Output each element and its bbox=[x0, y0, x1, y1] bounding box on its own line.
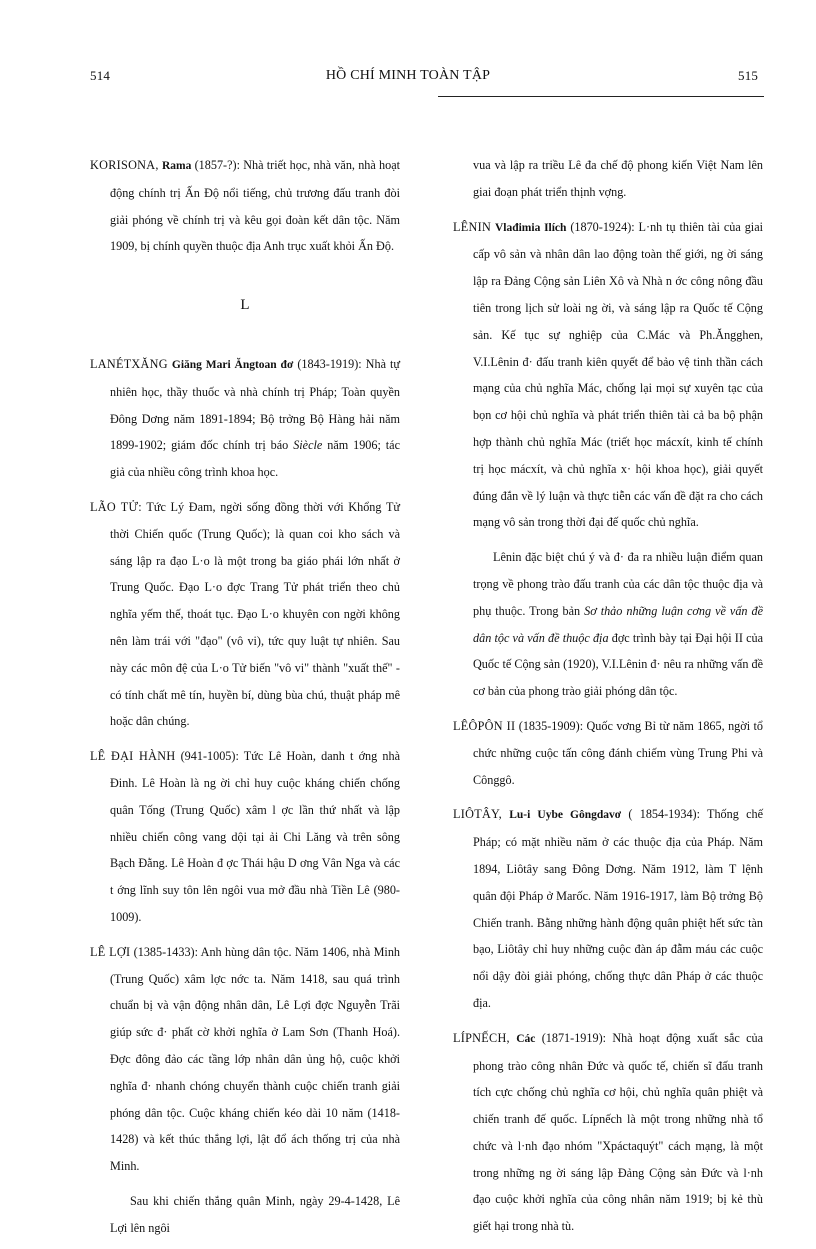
entry-text: (1385-1433): Anh hùng dân tộc. Năm 1406, nhà Minh (Trung Quốc) xâm lợc nớc ta. Năm 1418, sau quá trình chuẩn bị và vận động nhân dân, Lê Lợi đợc Nguyễn Trãi giúp sức đ· phất cờ khởi nghĩa ở Lam Sơn (Thanh Hoá). Đợc đông đảo các tầng lớp nhân dân ủng hộ, cuộc khởi nghĩa đ· nhanh chóng chuyển thành cuộc chiến tranh giải phóng dân tộc. Cuộc kháng chiến kéo dài 10 năm (1418-1428) và kết thúc thắng lợi, lật đổ ách thống trị của nhà Minh. bbox=[110, 944, 401, 1174]
le-loi-continuation: Sau khi chiến thắng quân Minh, ngày 29-4-1428, Lê Lợi lên ngôi bbox=[110, 1193, 400, 1235]
section-letter: L bbox=[240, 297, 250, 314]
lenin-paragraph bbox=[453, 544, 763, 705]
left-column bbox=[90, 152, 400, 1249]
entry-name: LÊNIN bbox=[453, 219, 492, 234]
entry-lao-tu bbox=[90, 494, 400, 735]
entry-name: LÊ ĐẠI HÀNH bbox=[90, 749, 176, 764]
entry-liotay bbox=[453, 801, 763, 1016]
entry-name: LÊÔPÔN II bbox=[453, 718, 516, 733]
running-title: HỒ CHÍ MINH TOÀN TẬP bbox=[325, 68, 491, 83]
header-rule bbox=[438, 96, 764, 97]
entry-subname: Vlađimia Ilích bbox=[494, 221, 567, 234]
entry-name: LÍPNẾCH, bbox=[453, 1030, 510, 1045]
entry-name: LANÉTXĂNG bbox=[90, 356, 168, 371]
entry-korisona bbox=[90, 152, 400, 260]
entry-text: ( 1854-1934): Thống chế Pháp; có mặt nhiều năm ở các thuộc địa của Pháp. Năm 1894, Liôtây sang Đông Dơng. Năm 1912, làm T lệnh quân đội Pháp ở Marốc. Năm 1916-1917, làm Bộ trởng Bộ Chiến tranh. Bằng những hành động quân phiệt hết sức tàn bạo, Liôtây chỉ huy những cuộc đàn áp đẫm máu các cuộc nổi dậy đòi giải phóng, chống thực dân Pháp ở các thuộc địa. bbox=[473, 807, 764, 1010]
page-number-right: 515 bbox=[738, 68, 759, 83]
entry-text: (1871-1919): Nhà hoạt động xuất sắc của phong trào công nhân Đức và quốc tế, chiến sĩ đấu tranh tích cực chống chủ nghĩa cơ hội, chủ nghĩa quân phiệt và chiến tranh đế quốc. Lípnếch là một trong những nhà tổ chức và l·nh đạo nhóm "Xpáctaquýt" cách mạng, là một trong những ng ời sáng lập Đảng Cộng sản Đức và l·nh đạo cuộc khởi nghĩa của công nhân năm 1919; bị kẻ thù giết hại trong nhà tù. bbox=[473, 1030, 763, 1234]
entry-subname: Lu-i Uybe Gôngdavơ bbox=[509, 809, 622, 822]
journal-title: Siècle bbox=[293, 438, 323, 453]
entry-text: (1870-1924): L·nh tụ thiên tài của giai cấp vô sản và nhân dân lao động toàn thế giới, ng ời sáng lập ra Đảng Cộng sản Liên Xô và Nhà n ớc công nông đầu tiên trong lịch sử loài ng ời, và sáng lập ra Quốc tế Cộng sản. Kế tục sự nghiệp của C.Mác và Ph.Ăngghen, V.I.Lênin đ· đấu tranh kiên quyết để bảo vệ tinh thần cách mạng của chủ nghĩa Mác, chống lại mọi sự xuyên tạc của bọn cơ hội chủ nghĩa và phát triển thiên tài cả ba bộ phận hợp thành chủ nghĩa Mác (triết học mácxít, kinh tế chính trị học mácxít, và chủ nghĩa x· hội khoa học), giải quyết đúng đắn về lý luận và thực tiễn các vấn đề đặt ra cho cách mạng vô sản trong thời đại đế quốc chủ nghĩa. bbox=[473, 219, 763, 530]
entry-text: (1843-1919): Nhà tự nhiên học, thầy thuốc và nhà chính trị Pháp; Toàn quyền Đông Dơng năm 1891-1894; Bộ trởng Bộ Hàng hải năm 1899-1902; giám đốc chính trị báo bbox=[110, 356, 401, 453]
entry-lenin bbox=[453, 214, 763, 537]
entry-lipnech bbox=[453, 1025, 763, 1240]
entry-le-dai-hanh bbox=[90, 743, 400, 931]
page-number-left: 514 bbox=[90, 68, 111, 83]
entry-lanetxang bbox=[90, 351, 400, 486]
paragraph-text: Lênin đặc biệt chú ý và đ· đa ra nhiều luận điểm quan trọng về phong trào đấu tranh của các dân tộc thuộc địa và phụ thuộc. Trong bản bbox=[473, 550, 763, 618]
entry-le-loi bbox=[90, 939, 400, 1180]
entry-subname: Rama bbox=[161, 160, 192, 172]
entry-text: (941-1005): Tức Lê Hoàn, danh t ớng nhà Đinh. Lê Hoàn là ng ời chỉ huy cuộc kháng chiến chống quân Tống (Trung Quốc) xâm l ợc lần thứ nhất và lập nhiều chiến công vang dội tại ải Chi Lăng và trên sông Bạch Đằng. Lê Hoàn đ ợc Thái hậu D ơng Vân Nga và các t ớng lĩnh suy tôn lên ngôi vua mở đầu nhà Tiền Lê (980-1009). bbox=[110, 749, 400, 924]
entry-text: năm 1906; tác giả của nhiều công trình khoa học. bbox=[110, 438, 401, 480]
entry-text: (1835-1909): Quốc vơng Bỉ từ năm 1865, ngời tổ chức những cuộc tấn công đánh chiếm vùng Trung Phi và Cônggô. bbox=[473, 718, 764, 787]
entry-subname: Các bbox=[516, 1032, 536, 1045]
entry-name: KORISONA, bbox=[90, 158, 159, 172]
entry-leopon bbox=[453, 713, 763, 793]
paragraph-text: đợc trình bày tại Đại hội II của Quốc tế Cộng sản (1920), V.I.Lênin đ· nêu ra những vấn đề cơ bản của phong trào giải phóng dân tộc. bbox=[473, 630, 763, 699]
work-title: Sơ thảo những luận cơng về vấn đề dân tộc và vấn đề thuộc địa bbox=[473, 603, 764, 645]
entry-name: LÃO TỬ: bbox=[90, 499, 142, 514]
right-column bbox=[453, 152, 763, 1248]
entry-subname: Giăng Mari Ăngtoan đơ bbox=[171, 358, 294, 371]
entry-text: (1857-?): Nhà triết học, nhà văn, nhà hoạt động chính trị Ấn Độ nổi tiếng, chủ trương đấu tranh đòi giải phóng về chính trị và kêu gọi đoàn kết dân tộc. Năm 1909, bị chính quyền thuộc địa Anh trục xuất khỏi Ấn Độ. bbox=[110, 158, 401, 254]
le-loi-continuation-end: vua và lập ra triều Lê đa chế độ phong kiến Việt Nam lên giai đoạn phát triển thịnh vợng. bbox=[473, 158, 763, 199]
entry-name: LÊ LỢI bbox=[90, 944, 131, 959]
entry-name: LIÔTÂY, bbox=[453, 807, 502, 822]
entry-text: Tức Lý Đam, ngời sống đồng thời với Khổng Tử thời Chiến quốc (Trung Quốc); là quan coi kho sách và sáng lập ra đạo L·o là một trong ba giáo phái lớn nhất ở Trung Quốc. Đạo L·o đợc Trang Tử phát triển theo chủ nghĩa yếm thế, thoát tục. Đạo L·o khuyên con ngời không nên làm trái với "đạo" (vô vi), tức quy luật tự nhiên. Sau này các môn đệ của L·o Tử biến "vô vi" thành "xuất thế" - có tính chất mê tín, huyền bí, dùng bùa chú, thuật pháp mê hoặc dân chúng. bbox=[110, 499, 400, 729]
